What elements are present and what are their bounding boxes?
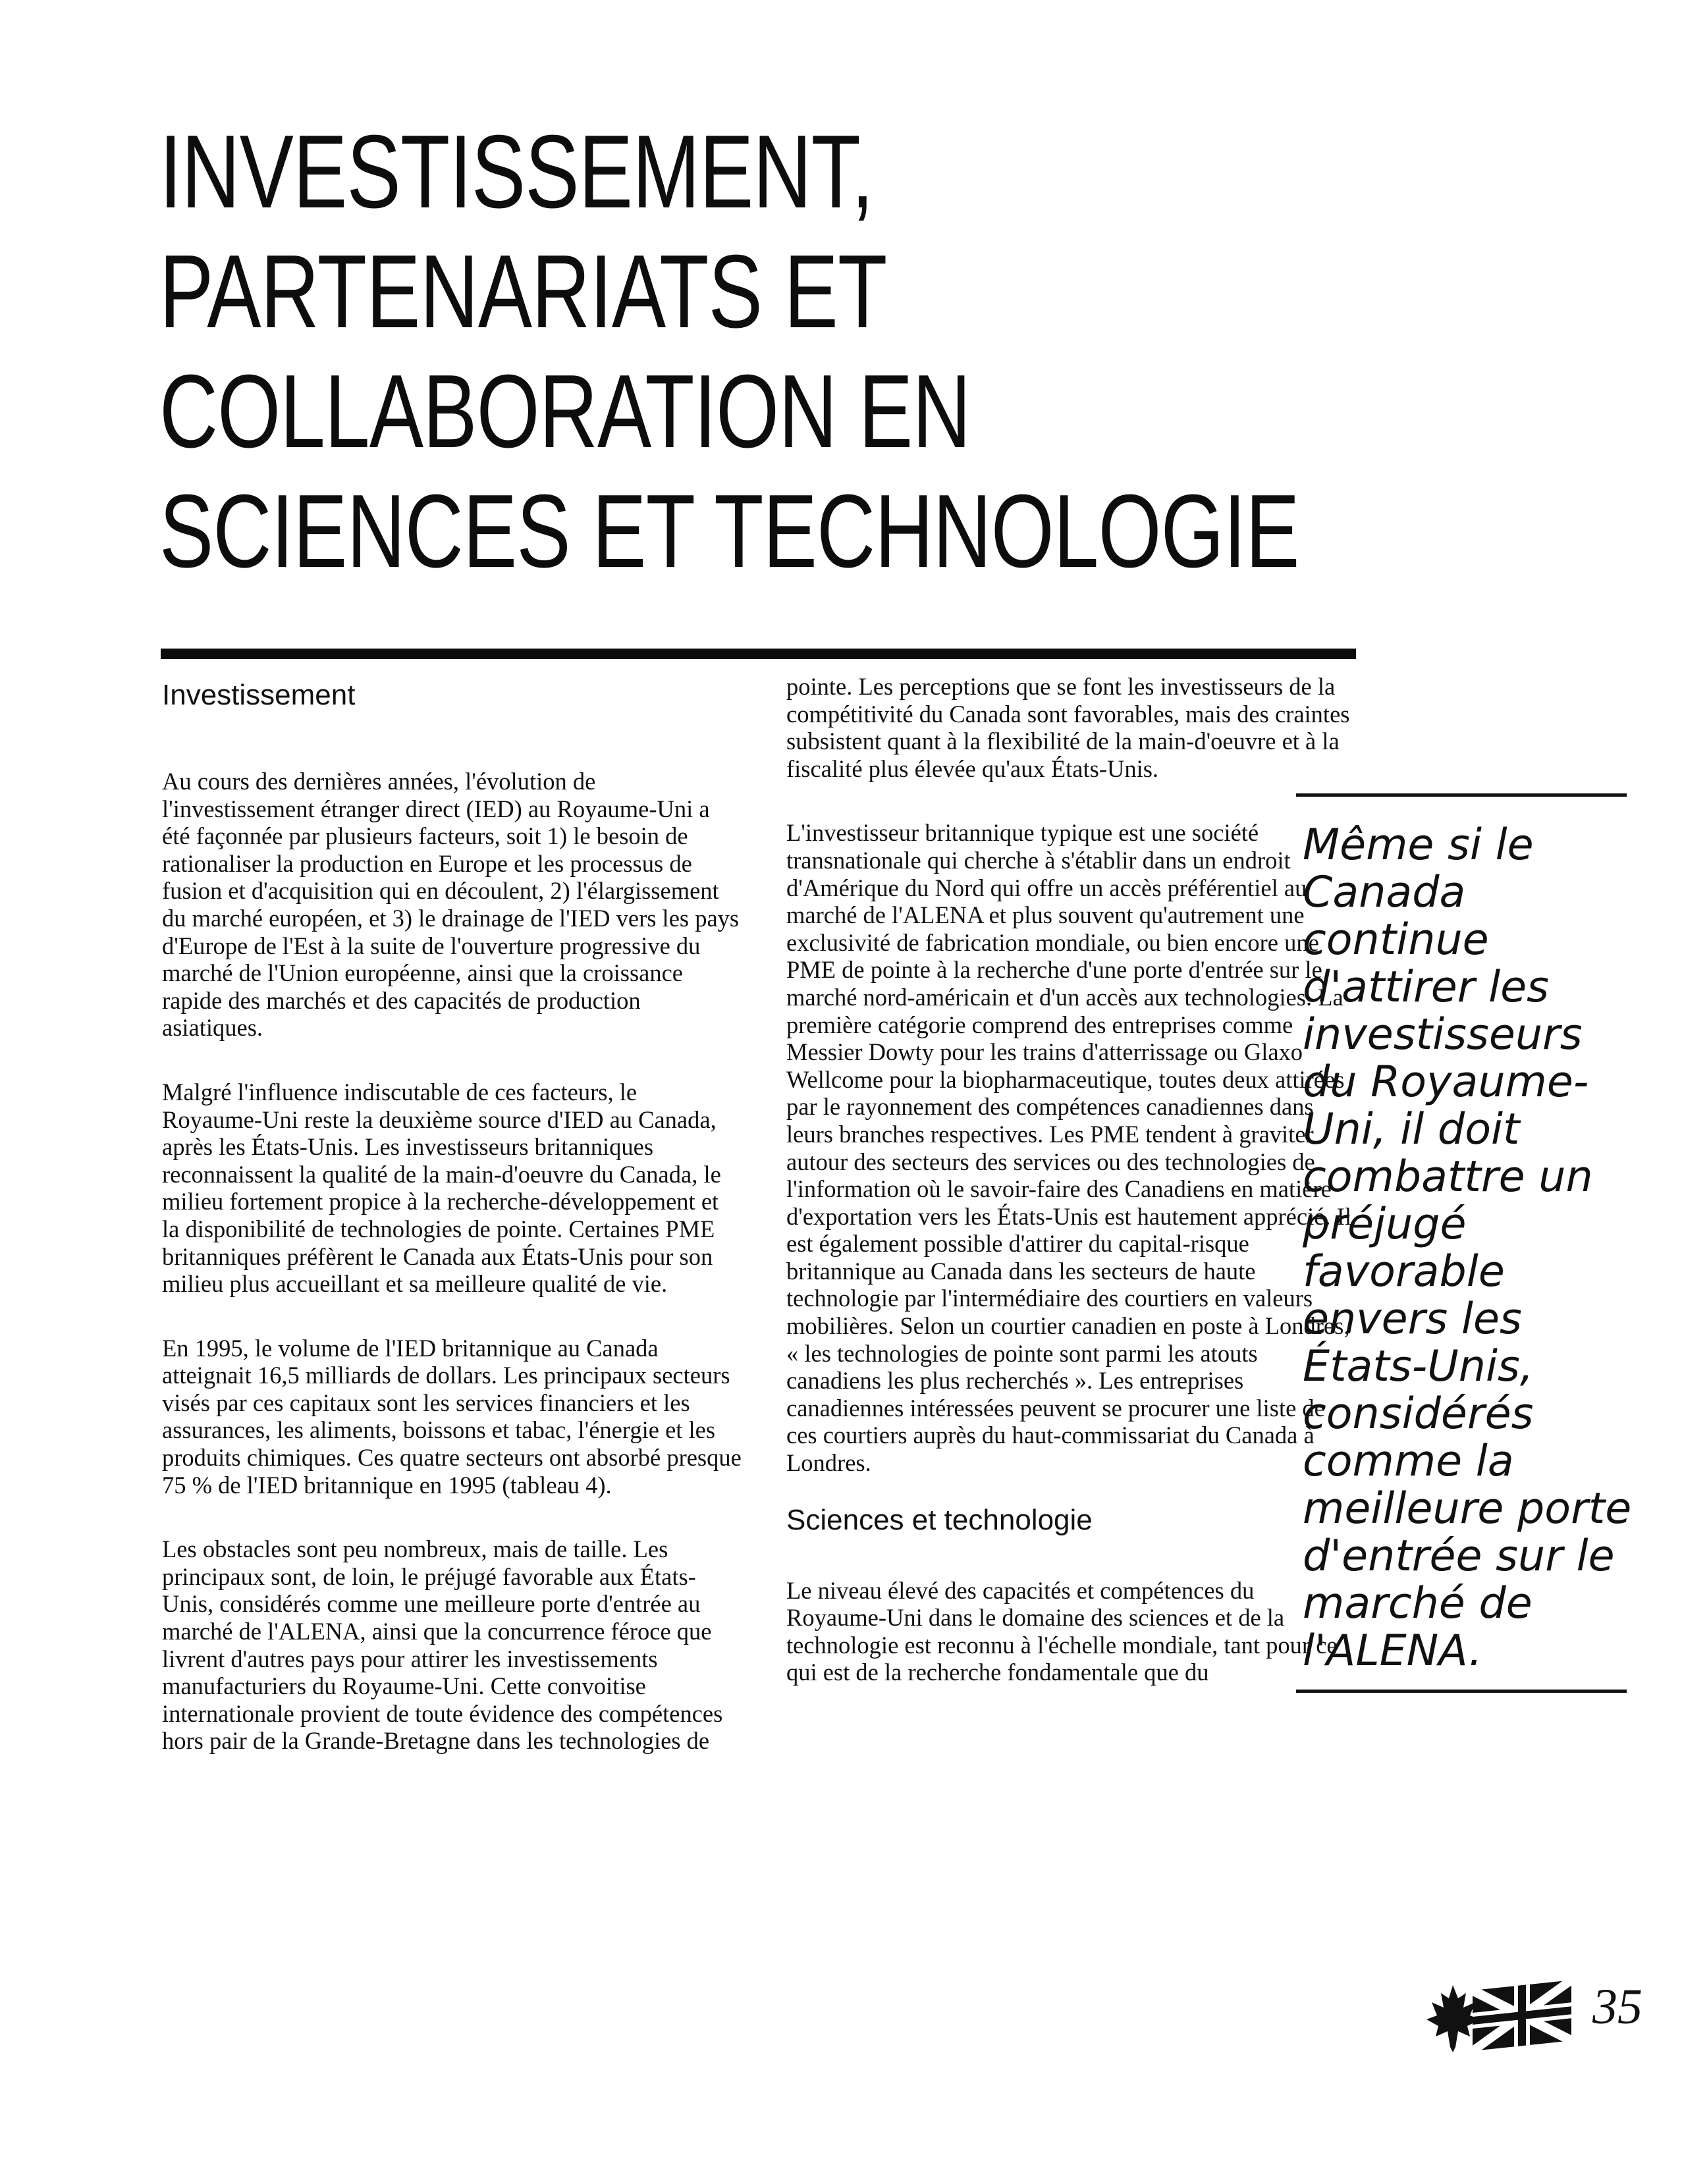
pull-quote-line: d'attirer les: [1303, 963, 1550, 1012]
pull-quote-line: préjugé: [1303, 1200, 1467, 1249]
paragraph: Au cours des dernières années, l'évolution de l'investissement étranger direct (IED) au Royaume-Uni a été façonnée par plusieurs facteurs, soit 1) le besoin de rationaliser la production en Europe et les processus de fusion et d'acquisition qui en découlent, 2) l'élargissement du marché européen, et 3) le drainage de l'IED vers les pays d'Europe de l'Est à la suite de l'ouverture progressive du marché de l'Union européenne, ainsi que la croissance rapide des marchés et des capacités de production asiatiques.: [162, 768, 740, 1042]
page-title: [159, 112, 1299, 591]
pull-quote-line: considérés: [1303, 1389, 1534, 1439]
paragraph: Les obstacles sont peu nombreux, mais de taille. Les principaux sont, de loin, le préjugé favorable aux États-Unis, considérés comme une meilleure porte d'entrée au marché de l'ALENA, ainsi que la concurrence féroce que livrent d'autres pays pour attirer les investissements manufacturiers du Royaume-Uni. Cette convoitise internationale provient de toute évidence des compétences hors pair de la Grande-Bretagne dans les technologies de: [162, 1535, 723, 1755]
page-number: 35: [1592, 1979, 1642, 2035]
title-line: INVESTISSEMENT,: [159, 114, 873, 230]
pull-quote-line: Même si le: [1303, 820, 1534, 870]
pull-quote-bottom-rule: [1296, 1690, 1627, 1693]
pull-quote-line: marché de: [1303, 1579, 1533, 1628]
pull-quote-line: meilleure porte: [1303, 1484, 1632, 1533]
pull-quote-line: Canada: [1303, 868, 1466, 917]
paragraph: pointe. Les perceptions que se font les investisseurs de la compétitivité du Canada sont favorables, mais des craintes subsistent quant à la flexibilité de la main-d'oeuvre et à la fiscalité plus élevée qu'aux États-Unis.: [786, 673, 1350, 782]
pull-quote-line: combattre un: [1303, 1152, 1593, 1202]
pull-quote-line: Uni, il doit: [1303, 1105, 1520, 1154]
left-column: [162, 678, 742, 1792]
title-line: SCIENCES ET TECHNOLOGIE: [159, 473, 1299, 589]
section-heading-sciences: Sciences et technologie: [786, 1503, 1093, 1536]
middle-column: [786, 673, 1353, 1723]
pull-quote-line: États-Unis,: [1303, 1342, 1534, 1391]
title-line: PARTENARIATS ET: [159, 234, 887, 350]
paragraph: L'investisseur britannique typique est une société transnationale qui cherche à s'établir dans un endroit d'Amérique du Nord qui offre un accès préférentiel au marché de l'ALENA et plus souvent qu'autrement une exclusivité de fabrication mondiale, ou bien encore une PME de pointe à la recherche d'une porte d'entrée sur le marché nord-américain et d'un accès aux technologies. La première catégorie comprend des entreprises comme Messier Dowty pour les trains d'atterrissage ou Glaxo Wellcome pour la biopharmaceutique, toutes deux attirées par le rayonnement des compétences canadiennes dans leurs branches respectives. Les PME tendent à graviter autour des secteurs des services ou des technologies de l'information où le savoir-faire des Canadiens en matière d'exportation vers les États-Unis est hautement apprécié. Il est également possible d'attirer du capital-risque britannique au Canada dans les secteurs de haute technologie par l'intermédiaire des courtiers en valeurs mobilières. Selon un courtier canadien en poste à Londres, « les technologies de pointe sont parmi les atouts canadiens les plus recherchés ». Les entreprises canadiennes intéressées peuvent se procurer une liste de ces courtiers auprès du haut-commissariat du Canada à Londres.: [786, 819, 1351, 1477]
pull-quote-line: favorable: [1303, 1247, 1505, 1296]
pull-quote-line: comme la: [1303, 1437, 1514, 1486]
pull-quote: [1303, 822, 1645, 1675]
pull-quote-line: du Royaume-: [1303, 1057, 1589, 1107]
pull-quote-line: envers les: [1303, 1294, 1522, 1344]
pull-quote-line: continue: [1303, 915, 1489, 965]
paragraph: Le niveau élevé des capacités et compétences du Royaume-Uni dans le domaine des sciences et de la technologie est reconnu à l'échelle mondiale, tant pour ce qui est de la recherche fondamentale que du: [786, 1576, 1338, 1686]
pull-quote-line: investisseurs: [1303, 1010, 1583, 1059]
pull-quote-line: d'entrée sur le: [1303, 1531, 1615, 1581]
union-jack-maple-leaf-icon: [1426, 1979, 1582, 2058]
pull-quote-top-rule: [1296, 793, 1627, 797]
pull-quote-line: l'ALENA.: [1303, 1626, 1482, 1676]
title-line: COLLABORATION EN: [159, 354, 971, 469]
title-divider: [161, 649, 1356, 659]
section-heading-investissement: Investissement: [162, 679, 356, 711]
paragraph: En 1995, le volume de l'IED britannique au Canada atteignait 16,5 milliards de dollars. Les principaux secteurs visés par ces capitaux sont les services financiers et les assurances, les aliments, boissons et tabac, l'énergie et les produits chimiques. Ces quatre secteurs ont absorbé presque 75 % de l'IED britannique en 1995 (tableau 4).: [162, 1334, 742, 1499]
paragraph: Malgré l'influence indiscutable de ces facteurs, le Royaume-Uni reste la deuxième source d'IED au Canada, après les États-Unis. Les investisseurs britanniques reconnaissent la qualité de la main-d'oeuvre du Canada, le milieu fortement propice à la recherche-développement et la disponibilité de technologies de pointe. Certaines PME britanniques préfèrent le Canada aux États-Unis pour son milieu plus accueillant et sa meilleure qualité de vie.: [162, 1078, 721, 1298]
